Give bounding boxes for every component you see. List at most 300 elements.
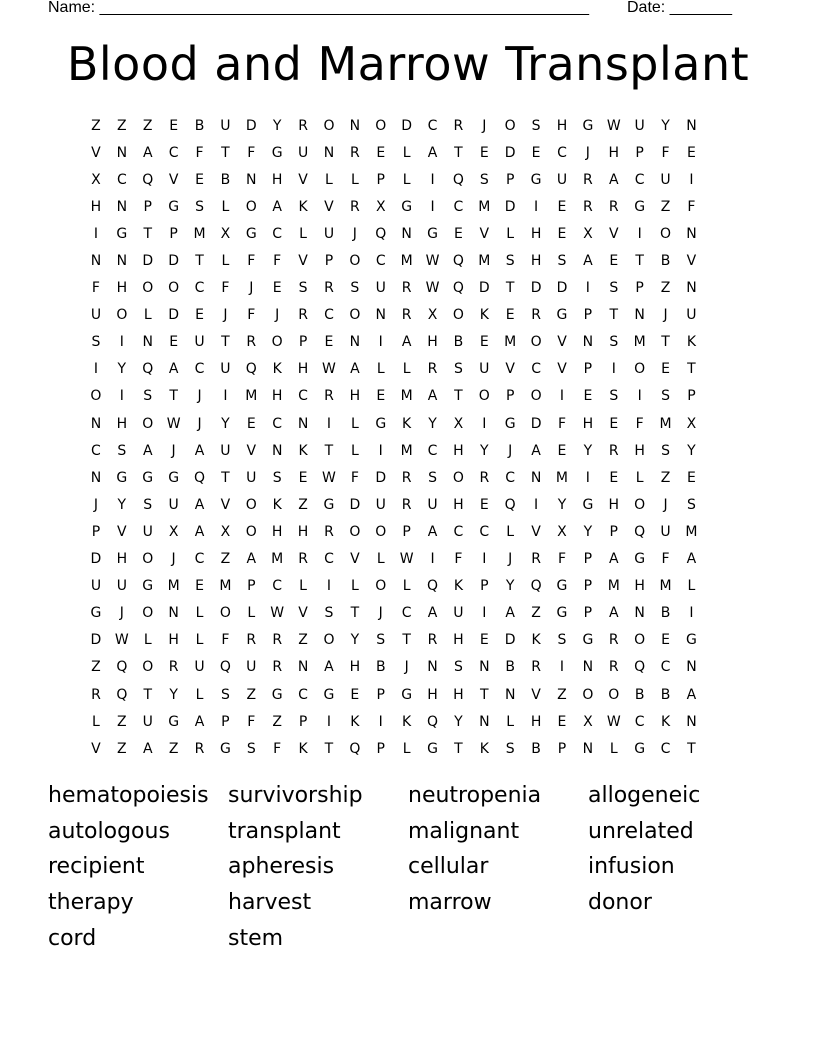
- grid-letter: O: [142, 605, 154, 622]
- grid-letter: G: [271, 686, 283, 703]
- grid-letter: R: [91, 686, 101, 703]
- word-bank-item: autologous: [48, 818, 170, 844]
- grid-letter: A: [427, 144, 438, 161]
- grid-letter: I: [378, 334, 383, 351]
- grid-letter: A: [246, 551, 257, 568]
- grid-letter: H: [349, 659, 361, 676]
- grid-letter: P: [583, 605, 593, 622]
- grid-letter: O: [634, 632, 646, 649]
- grid-letter: N: [349, 117, 361, 134]
- grid-letter: L: [143, 632, 152, 649]
- grid-letter: E: [169, 117, 179, 134]
- grid-letter: U: [90, 578, 102, 595]
- grid-letter: G: [582, 632, 594, 649]
- grid-letter: J: [482, 117, 487, 134]
- grid-letter: E: [479, 144, 489, 161]
- grid-letter: E: [195, 307, 204, 324]
- word-bank-item: neutropenia: [408, 783, 542, 809]
- grid-letter: Q: [142, 171, 154, 188]
- grid-letter: M: [219, 578, 232, 595]
- grid-letter: J: [352, 225, 357, 242]
- grid-letter: B: [220, 171, 231, 188]
- grid-letter: R: [194, 740, 205, 757]
- grid-letter: I: [430, 551, 435, 568]
- grid-letter: S: [661, 442, 670, 459]
- grid-letter: E: [609, 253, 619, 270]
- grid-letter: Q: [142, 361, 154, 378]
- grid-letter: L: [506, 225, 515, 242]
- grid-letter: N: [582, 659, 594, 676]
- grid-letter: I: [93, 361, 99, 378]
- grid-letter: A: [531, 442, 541, 459]
- grid-letter: I: [326, 713, 332, 730]
- grid-letter: C: [634, 713, 645, 730]
- grid-letter: T: [505, 280, 515, 297]
- grid-letter: E: [661, 361, 670, 378]
- grid-letter: J: [249, 280, 254, 297]
- grid-letter: A: [427, 605, 438, 622]
- grid-letter: I: [534, 198, 539, 215]
- grid-letter: P: [583, 578, 593, 595]
- grid-letter: K: [298, 198, 308, 215]
- grid-row: [83, 654, 733, 681]
- grid-letter: F: [661, 144, 670, 161]
- grid-letter: A: [505, 605, 515, 622]
- grid-letter: Q: [452, 253, 464, 270]
- grid-letter: U: [375, 496, 386, 513]
- grid-letter: N: [686, 280, 697, 297]
- grid-letter: Q: [375, 225, 387, 242]
- grid-letter: O: [375, 117, 387, 134]
- grid-letter: V: [246, 442, 257, 459]
- grid-letter: C: [634, 171, 645, 188]
- grid-letter: I: [482, 551, 487, 568]
- grid-letter: B: [660, 253, 671, 270]
- grid-letter: F: [247, 307, 256, 324]
- grid-letter: H: [582, 415, 594, 432]
- grid-letter: N: [246, 171, 257, 188]
- grid-letter: L: [195, 632, 204, 649]
- grid-letter: N: [479, 713, 490, 730]
- grid-letter: O: [349, 307, 361, 324]
- grid-letter: Y: [583, 523, 593, 540]
- grid-letter: C: [272, 578, 283, 595]
- grid-letter: O: [245, 198, 257, 215]
- grid-letter: E: [687, 144, 696, 161]
- grid-letter: X: [427, 307, 438, 324]
- grid-letter: F: [557, 551, 566, 568]
- word-bank-item: recipient: [48, 854, 145, 880]
- grid-letter: N: [297, 659, 309, 676]
- grid-letter: T: [661, 334, 670, 351]
- grid-letter: B: [531, 740, 541, 757]
- grid-letter: C: [479, 523, 490, 540]
- grid-row: [83, 681, 733, 708]
- grid-letter: L: [350, 442, 359, 459]
- grid-letter: Q: [427, 578, 439, 595]
- grid-letter: D: [530, 415, 542, 432]
- grid-letter: P: [143, 198, 152, 215]
- grid-letter: B: [194, 117, 205, 134]
- grid-letter: L: [350, 171, 359, 188]
- grid-letter: L: [402, 171, 411, 188]
- grid-letter: Y: [557, 496, 567, 513]
- grid-letter: V: [91, 740, 101, 757]
- grid-letter: K: [453, 578, 463, 595]
- word-bank-row: [48, 814, 768, 850]
- grid-letter: K: [660, 713, 671, 730]
- grid-letter: I: [378, 442, 383, 459]
- grid-letter: G: [401, 198, 413, 215]
- grid-letter: H: [530, 253, 542, 270]
- grid-letter: J: [275, 307, 280, 324]
- grid-letter: S: [428, 469, 437, 486]
- grid-letter: O: [271, 334, 283, 351]
- grid-letter: P: [91, 523, 101, 540]
- grid-letter: S: [220, 686, 230, 703]
- grid-letter: T: [350, 605, 360, 622]
- grid-letter: X: [168, 523, 179, 540]
- grid-letter: J: [663, 307, 668, 324]
- grid-letter: O: [634, 496, 646, 513]
- grid-letter: C: [427, 117, 438, 134]
- grid-letter: C: [401, 605, 412, 622]
- grid-letter: T: [687, 361, 696, 378]
- grid-letter: K: [686, 334, 697, 351]
- grid-letter: P: [376, 740, 385, 757]
- grid-letter: L: [325, 171, 333, 188]
- grid-letter: Q: [349, 740, 361, 757]
- grid-letter: G: [375, 415, 387, 432]
- grid-letter: A: [194, 442, 205, 459]
- grid-letter: L: [143, 307, 152, 324]
- word-bank-item: cellular: [408, 854, 489, 880]
- grid-letter: E: [583, 388, 593, 405]
- grid-letter: Z: [298, 496, 308, 513]
- grid-letter: Y: [480, 442, 489, 459]
- grid-letter: I: [637, 225, 642, 242]
- grid-letter: E: [453, 225, 463, 242]
- grid-letter: P: [635, 280, 644, 297]
- grid-letter: F: [91, 280, 100, 297]
- grid-letter: S: [350, 280, 360, 297]
- grid-letter: L: [402, 144, 411, 161]
- grid-letter: P: [169, 225, 178, 242]
- grid-letter: F: [687, 198, 696, 215]
- grid-letter: I: [585, 469, 590, 486]
- grid-row: [83, 383, 733, 410]
- grid-row: [83, 464, 733, 491]
- grid-letter: K: [402, 713, 412, 730]
- grid-letter: V: [686, 253, 697, 270]
- grid-letter: I: [585, 280, 590, 297]
- grid-letter: S: [479, 171, 489, 188]
- grid-letter: N: [427, 659, 438, 676]
- grid-letter: T: [454, 740, 463, 757]
- grid-letter: Y: [583, 442, 593, 459]
- grid-letter: Z: [220, 551, 231, 568]
- grid-letter: F: [557, 415, 566, 432]
- grid-letter: X: [686, 415, 697, 432]
- grid-letter: Q: [245, 361, 257, 378]
- grid-letter: U: [246, 659, 257, 676]
- grid-letter: Y: [117, 361, 127, 378]
- grid-letter: Y: [505, 578, 515, 595]
- grid-letter: R: [272, 632, 283, 649]
- grid-letter: I: [430, 171, 435, 188]
- grid-letter: D: [90, 632, 102, 649]
- grid-letter: S: [557, 632, 567, 649]
- grid-letter: U: [453, 605, 464, 622]
- grid-letter: K: [298, 442, 308, 459]
- grid-letter: C: [427, 442, 438, 459]
- grid-letter: K: [272, 361, 282, 378]
- grid-letter: V: [324, 198, 334, 215]
- grid-letter: E: [298, 469, 308, 486]
- grid-letter: M: [271, 551, 284, 568]
- grid-letter: W: [114, 632, 129, 649]
- grid-letter: G: [168, 713, 180, 730]
- grid-letter: E: [479, 496, 489, 513]
- grid-row: [83, 627, 733, 654]
- grid-letter: Z: [117, 713, 127, 730]
- grid-letter: P: [505, 171, 515, 188]
- word-bank-row: [48, 778, 768, 814]
- grid-letter: E: [557, 713, 567, 730]
- grid-letter: T: [324, 740, 334, 757]
- grid-letter: O: [142, 551, 154, 568]
- grid-letter: P: [221, 713, 230, 730]
- grid-letter: S: [661, 388, 670, 405]
- grid-letter: S: [609, 280, 619, 297]
- grid-letter: O: [142, 415, 154, 432]
- grid-letter: X: [375, 198, 386, 215]
- grid-letter: M: [167, 578, 180, 595]
- grid-letter: C: [531, 361, 541, 378]
- grid-letter: L: [299, 578, 307, 595]
- grid-letter: P: [557, 740, 567, 757]
- grid-letter: U: [660, 523, 671, 540]
- grid-letter: Q: [427, 713, 439, 730]
- grid-letter: G: [245, 225, 257, 242]
- grid-letter: F: [247, 253, 256, 270]
- grid-letter: Z: [246, 686, 257, 703]
- grid-row: [83, 600, 733, 627]
- grid-letter: U: [297, 144, 309, 161]
- grid-letter: Y: [221, 415, 230, 432]
- word-bank-item: therapy: [48, 890, 134, 916]
- grid-letter: C: [660, 659, 671, 676]
- grid-letter: N: [686, 713, 697, 730]
- grid-letter: X: [220, 523, 231, 540]
- grid-letter: N: [297, 415, 309, 432]
- grid-row: [83, 329, 733, 356]
- grid-letter: C: [324, 551, 334, 568]
- grid-letter: H: [608, 144, 620, 161]
- grid-letter: F: [635, 415, 644, 432]
- grid-row: [83, 112, 733, 139]
- grid-letter: T: [221, 334, 230, 351]
- grid-letter: B: [505, 659, 515, 676]
- grid-letter: R: [531, 659, 541, 676]
- grid-letter: S: [557, 253, 567, 270]
- grid-letter: M: [193, 225, 206, 242]
- grid-letter: O: [349, 253, 361, 270]
- grid-letter: R: [298, 117, 308, 134]
- grid-letter: L: [402, 361, 411, 378]
- grid-letter: N: [479, 659, 490, 676]
- grid-letter: C: [375, 253, 386, 270]
- grid-letter: J: [585, 144, 590, 161]
- grid-letter: N: [116, 253, 128, 270]
- grid-letter: I: [637, 388, 642, 405]
- grid-letter: H: [608, 496, 620, 513]
- grid-letter: D: [349, 496, 361, 513]
- grid-letter: S: [609, 388, 619, 405]
- grid-letter: H: [453, 496, 464, 513]
- grid-letter: I: [534, 496, 539, 513]
- grid-row: [83, 247, 733, 274]
- grid-letter: L: [350, 578, 359, 595]
- grid-letter: A: [350, 361, 360, 378]
- grid-letter: T: [221, 469, 230, 486]
- grid-letter: P: [505, 388, 515, 405]
- grid-letter: H: [634, 442, 645, 459]
- grid-letter: W: [322, 361, 336, 378]
- grid-letter: U: [142, 523, 153, 540]
- grid-letter: L: [350, 415, 359, 432]
- grid-letter: D: [504, 198, 516, 215]
- grid-letter: R: [583, 171, 593, 188]
- grid-letter: S: [91, 334, 101, 351]
- grid-letter: R: [531, 551, 541, 568]
- grid-letter: W: [166, 415, 181, 432]
- grid-letter: U: [660, 171, 671, 188]
- grid-letter: O: [168, 280, 180, 297]
- word-bank-item: donor: [588, 890, 652, 916]
- grid-letter: K: [531, 632, 541, 649]
- grid-letter: E: [557, 442, 567, 459]
- grid-letter: U: [375, 280, 386, 297]
- grid-row: [83, 302, 733, 329]
- grid-letter: P: [687, 388, 696, 405]
- grid-letter: G: [401, 686, 413, 703]
- grid-letter: X: [453, 415, 464, 432]
- grid-letter: S: [686, 496, 696, 513]
- grid-letter: E: [169, 334, 179, 351]
- grid-letter: T: [480, 686, 489, 703]
- grid-letter: E: [609, 469, 619, 486]
- word-bank-item: marrow: [408, 890, 492, 916]
- grid-letter: L: [506, 713, 515, 730]
- grid-letter: U: [246, 469, 257, 486]
- grid-letter: G: [686, 632, 697, 649]
- name-field-label: Name: _______________________________________________________: [48, 0, 589, 16]
- grid-letter: F: [221, 632, 230, 649]
- grid-letter: P: [298, 334, 308, 351]
- grid-letter: G: [582, 496, 594, 513]
- grid-letter: N: [142, 334, 153, 351]
- grid-letter: G: [556, 307, 568, 324]
- grid-letter: R: [298, 551, 308, 568]
- word-bank-item: unrelated: [588, 818, 694, 844]
- grid-letter: L: [687, 578, 696, 595]
- grid-letter: B: [453, 334, 464, 351]
- grid-letter: U: [427, 496, 438, 513]
- grid-row: [83, 356, 733, 383]
- grid-letter: O: [323, 632, 335, 649]
- word-bank-row: [48, 885, 768, 921]
- grid-letter: J: [508, 442, 513, 459]
- grid-row: [83, 166, 733, 193]
- grid-letter: H: [168, 632, 179, 649]
- grid-letter: Y: [454, 713, 463, 730]
- grid-letter: I: [689, 171, 694, 188]
- grid-letter: E: [195, 171, 204, 188]
- grid-letter: J: [171, 442, 176, 459]
- grid-letter: C: [298, 686, 308, 703]
- grid-row: [83, 546, 733, 573]
- grid-letter: U: [220, 361, 231, 378]
- grid-letter: A: [401, 334, 412, 351]
- grid-letter: H: [271, 388, 283, 405]
- grid-letter: T: [221, 144, 230, 161]
- grid-letter: P: [583, 361, 593, 378]
- grid-letter: E: [246, 415, 256, 432]
- grid-letter: C: [91, 442, 101, 459]
- grid-letter: J: [197, 415, 202, 432]
- grid-letter: H: [116, 415, 128, 432]
- grid-letter: X: [583, 225, 593, 242]
- grid-letter: E: [661, 632, 670, 649]
- grid-letter: R: [401, 496, 412, 513]
- grid-letter: I: [326, 578, 332, 595]
- grid-letter: U: [194, 334, 205, 351]
- grid-letter: J: [119, 605, 124, 622]
- grid-letter: W: [425, 253, 440, 270]
- grid-letter: D: [530, 280, 542, 297]
- grid-letter: G: [427, 740, 438, 757]
- grid-letter: Z: [117, 117, 127, 134]
- grid-letter: O: [608, 686, 620, 703]
- grid-letter: N: [582, 740, 594, 757]
- grid-letter: E: [195, 578, 204, 595]
- grid-letter: M: [400, 388, 413, 405]
- grid-letter: H: [427, 334, 438, 351]
- grid-row: [83, 735, 733, 762]
- grid-letter: L: [609, 740, 618, 757]
- grid-letter: D: [168, 307, 179, 324]
- grid-letter: I: [611, 361, 616, 378]
- grid-letter: Z: [660, 198, 671, 215]
- grid-letter: L: [92, 713, 100, 730]
- grid-letter: V: [557, 334, 567, 351]
- grid-row: [83, 437, 733, 464]
- grid-row: [83, 708, 733, 735]
- word-bank-item: transplant: [228, 818, 341, 844]
- grid-letter: U: [479, 361, 490, 378]
- grid-letter: W: [322, 469, 336, 486]
- grid-letter: R: [168, 659, 179, 676]
- grid-letter: H: [453, 686, 464, 703]
- grid-letter: E: [376, 388, 386, 405]
- word-bank-item: malignant: [408, 818, 520, 844]
- grid-letter: V: [479, 225, 490, 242]
- grid-letter: E: [350, 686, 360, 703]
- grid-letter: M: [659, 415, 672, 432]
- grid-letter: P: [583, 307, 593, 324]
- grid-letter: F: [221, 280, 230, 297]
